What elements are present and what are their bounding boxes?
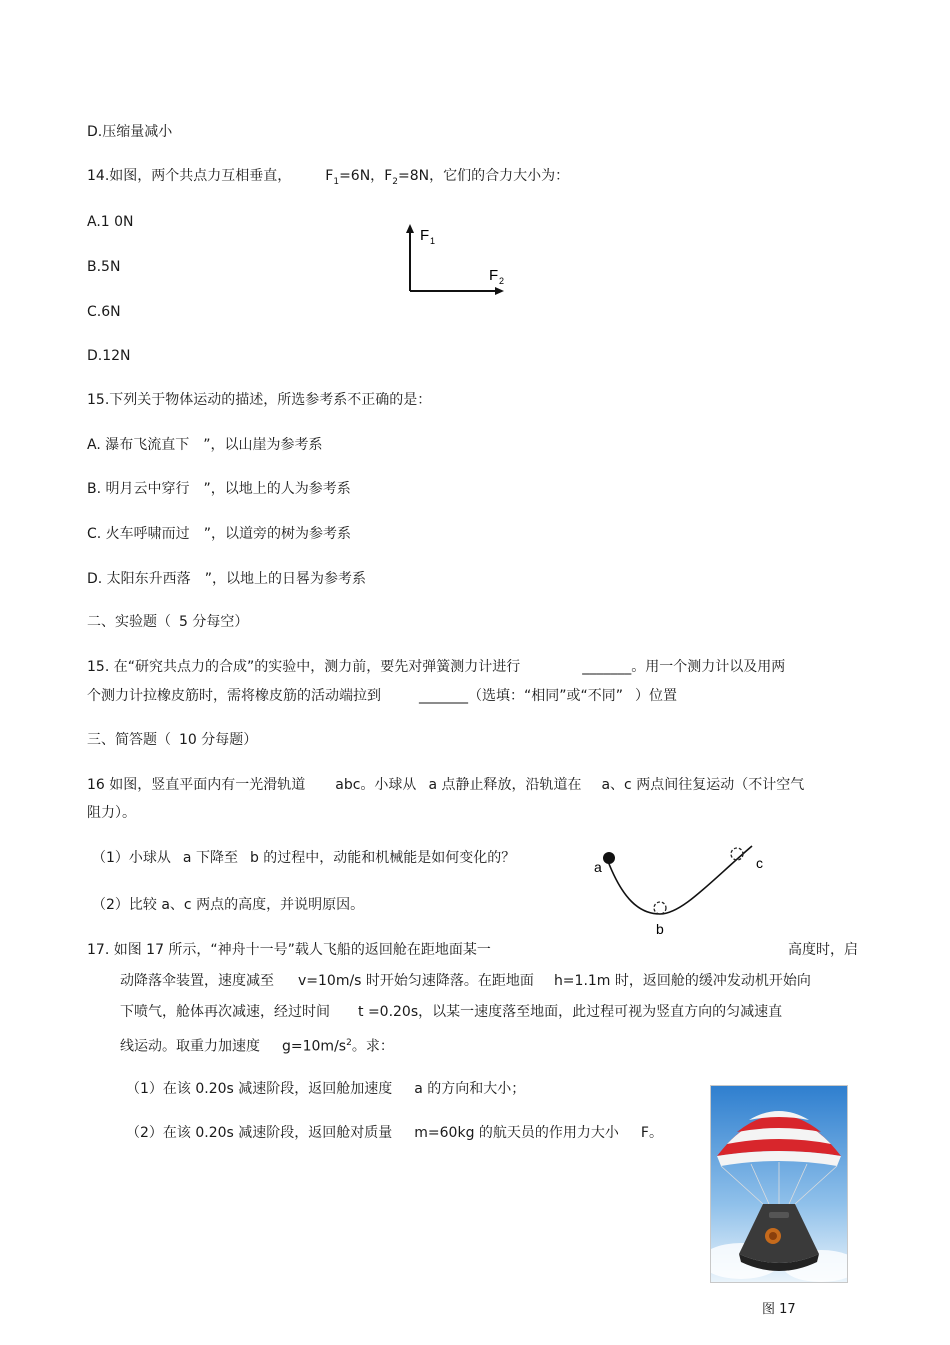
- q17-line3-a: 下喷气，舱体再次减速，经过时间: [120, 1004, 330, 1020]
- force-f2-label: F: [489, 267, 499, 284]
- q14-stem: [87, 166, 569, 192]
- q15b-blank1: _______。用一个测力计以及用两: [582, 659, 786, 675]
- q14-option-d: D.12N: [87, 348, 131, 364]
- q17-sub2-b: m=60kg 的航天员的作用力大小: [414, 1125, 619, 1141]
- q17-sub1-b: a 的方向和大小；: [414, 1081, 526, 1097]
- q15-option-d: [87, 569, 366, 589]
- parachute-illustration: [711, 1086, 847, 1282]
- q17-line4-c: 。求：: [351, 1038, 394, 1055]
- figure-17-caption: 图 17: [762, 1302, 796, 1317]
- q15b-line2-end: ）位置: [635, 688, 678, 704]
- q14-option-b: B.5N: [87, 259, 121, 275]
- section-experiment-score: 5 分每空）: [179, 614, 249, 630]
- q16-line1-c: a 点静止释放，沿轨道在: [428, 777, 582, 793]
- q15-option-c-text: C. 火车呼啸而过: [87, 526, 190, 542]
- q15-option-b-text: B. 明月云中穿行: [87, 481, 190, 497]
- q17-sub2-c: F。: [640, 1125, 663, 1141]
- q16-line1-b: abc。小球从: [335, 777, 417, 793]
- section-experiment-title: 二、实验题（: [87, 614, 171, 630]
- label-c: c: [756, 855, 763, 871]
- force-f2-label-sub: 2: [499, 276, 505, 286]
- q15-option-d-ref: ”，以地上的日晷为参考系: [204, 571, 366, 587]
- q17-line3-b: t =0.20s，以某一速度落至地面，此过程可视为竖直方向的匀减速直: [358, 1004, 783, 1020]
- section-short-answer-heading: [87, 730, 257, 750]
- q14-option-a: A.1 0N: [87, 214, 134, 230]
- q17-line3: [120, 1002, 782, 1022]
- q16-line1: [87, 775, 804, 795]
- q17-line4-a: 线运动。取重力加速度: [120, 1038, 260, 1055]
- section-experiment-heading: [87, 612, 248, 632]
- section-short-answer-score: 10 分每题）: [179, 732, 258, 748]
- q15b-line1: [87, 657, 785, 677]
- capsule-window-inner: [769, 1232, 777, 1240]
- force-f1-arrowhead: [406, 224, 414, 233]
- q17-line1: [87, 940, 491, 960]
- force-diagram: [400, 220, 530, 300]
- q15-option-a: [87, 435, 323, 455]
- force-f2-arrowhead: [495, 287, 504, 295]
- q17-sub1-a: （1）在该 0.20s 减速阶段，返回舱加速度: [126, 1081, 393, 1097]
- force-f1-label-sub: 1: [430, 236, 436, 246]
- section-short-answer-title: 三、简答题（: [87, 732, 171, 748]
- q14-f1-sub: 1: [333, 176, 340, 187]
- q15-option-c-ref: ”，以道旁的树为参考系: [203, 526, 351, 542]
- q15b-line1-text: 15. 在“研究共点力的合成”的实验中，测力前，要先对弹簧测力计进行: [87, 659, 521, 675]
- q17-line4-b: g=10m/s: [282, 1038, 347, 1055]
- q15b-line2-text: 个测力计拉橡皮筋时，需将橡皮筋的活动端拉到: [87, 688, 381, 704]
- q17-line4-sup: 2: [346, 1038, 352, 1048]
- q14-f1-value: =6N，: [339, 168, 385, 184]
- ball-at-a: [603, 852, 615, 864]
- q14-f2-sub: 2: [392, 176, 398, 187]
- q16-line2: 阻力）。: [87, 805, 136, 821]
- force-f1-label: F: [420, 227, 430, 244]
- q17-line1-end: 高度时，启: [788, 942, 858, 958]
- q14-option-c: C.6N: [87, 304, 121, 320]
- q15b-line2: [87, 686, 677, 706]
- q15-option-b: [87, 479, 351, 499]
- q14-f1: F: [325, 168, 334, 184]
- q16-sub1: [92, 848, 515, 868]
- q15-option-d-text: D. 太阳东升西落: [87, 571, 191, 587]
- q17-line4: [120, 1033, 394, 1057]
- q16-sub1-b: a 下降至: [182, 850, 238, 866]
- q15-option-a-text: A. 瀑布飞流直下: [87, 437, 190, 453]
- track-curve: [606, 846, 752, 914]
- q17-sub2: [126, 1123, 663, 1143]
- q15-option-a-ref: ”，以山崖为参考系: [203, 437, 323, 453]
- q17-line2-b: v=10m/s 时开始匀速降落。在距地面: [298, 973, 534, 989]
- parachute-capsule-photo: [710, 1085, 848, 1283]
- q17-line2-a: 动降落伞装置，速度减至: [120, 973, 274, 989]
- q15-stem: 15.下列关于物体运动的描述，所选参考系不正确的是：: [87, 392, 432, 408]
- q17-line2-c: h=1.1m 时，返回舱的缓冲发动机开始向: [553, 973, 811, 989]
- q16-sub1-a: （1）小球从: [92, 850, 171, 866]
- q17-sub2-a: （2）在该 0.20s 减速阶段，返回舱对质量: [126, 1125, 393, 1141]
- q17-line1-a: 17. 如图 17 所示，“神舟十一号”载人飞船的返回舱在距地面某一: [87, 942, 491, 958]
- track-diagram: [590, 842, 790, 942]
- q14-stem-prefix: 14.如图，两个共点力互相垂直，: [87, 168, 292, 184]
- capsule-hatch: [769, 1212, 789, 1218]
- q16-sub2: （2）比较 a、c 两点的高度，并说明原因。: [92, 897, 365, 913]
- q16-sub1-c: b 的过程中，动能和机械能是如何变化的？: [249, 850, 516, 866]
- q15b-blank2: _______（选填：“相同”或“不同”: [419, 688, 624, 704]
- q17-sub1: [126, 1079, 525, 1099]
- label-a: a: [594, 859, 602, 875]
- q15-option-c: [87, 524, 351, 544]
- q14-f2-value: =8N，它们的合力大小为：: [397, 168, 570, 184]
- q15-option-b-ref: ”，以地上的人为参考系: [203, 481, 351, 497]
- q16-line1-a: 16 如图，竖直平面内有一光滑轨道: [87, 777, 306, 793]
- q16-line1-d: a、c 两点间往复运动（不计空气: [601, 777, 805, 793]
- label-b: b: [656, 921, 664, 937]
- ball-at-b-dashed: [654, 902, 666, 914]
- q14-f2: F: [384, 168, 393, 184]
- q13-option-d: D.压缩量减小: [87, 124, 173, 140]
- q17-line2: [120, 971, 811, 991]
